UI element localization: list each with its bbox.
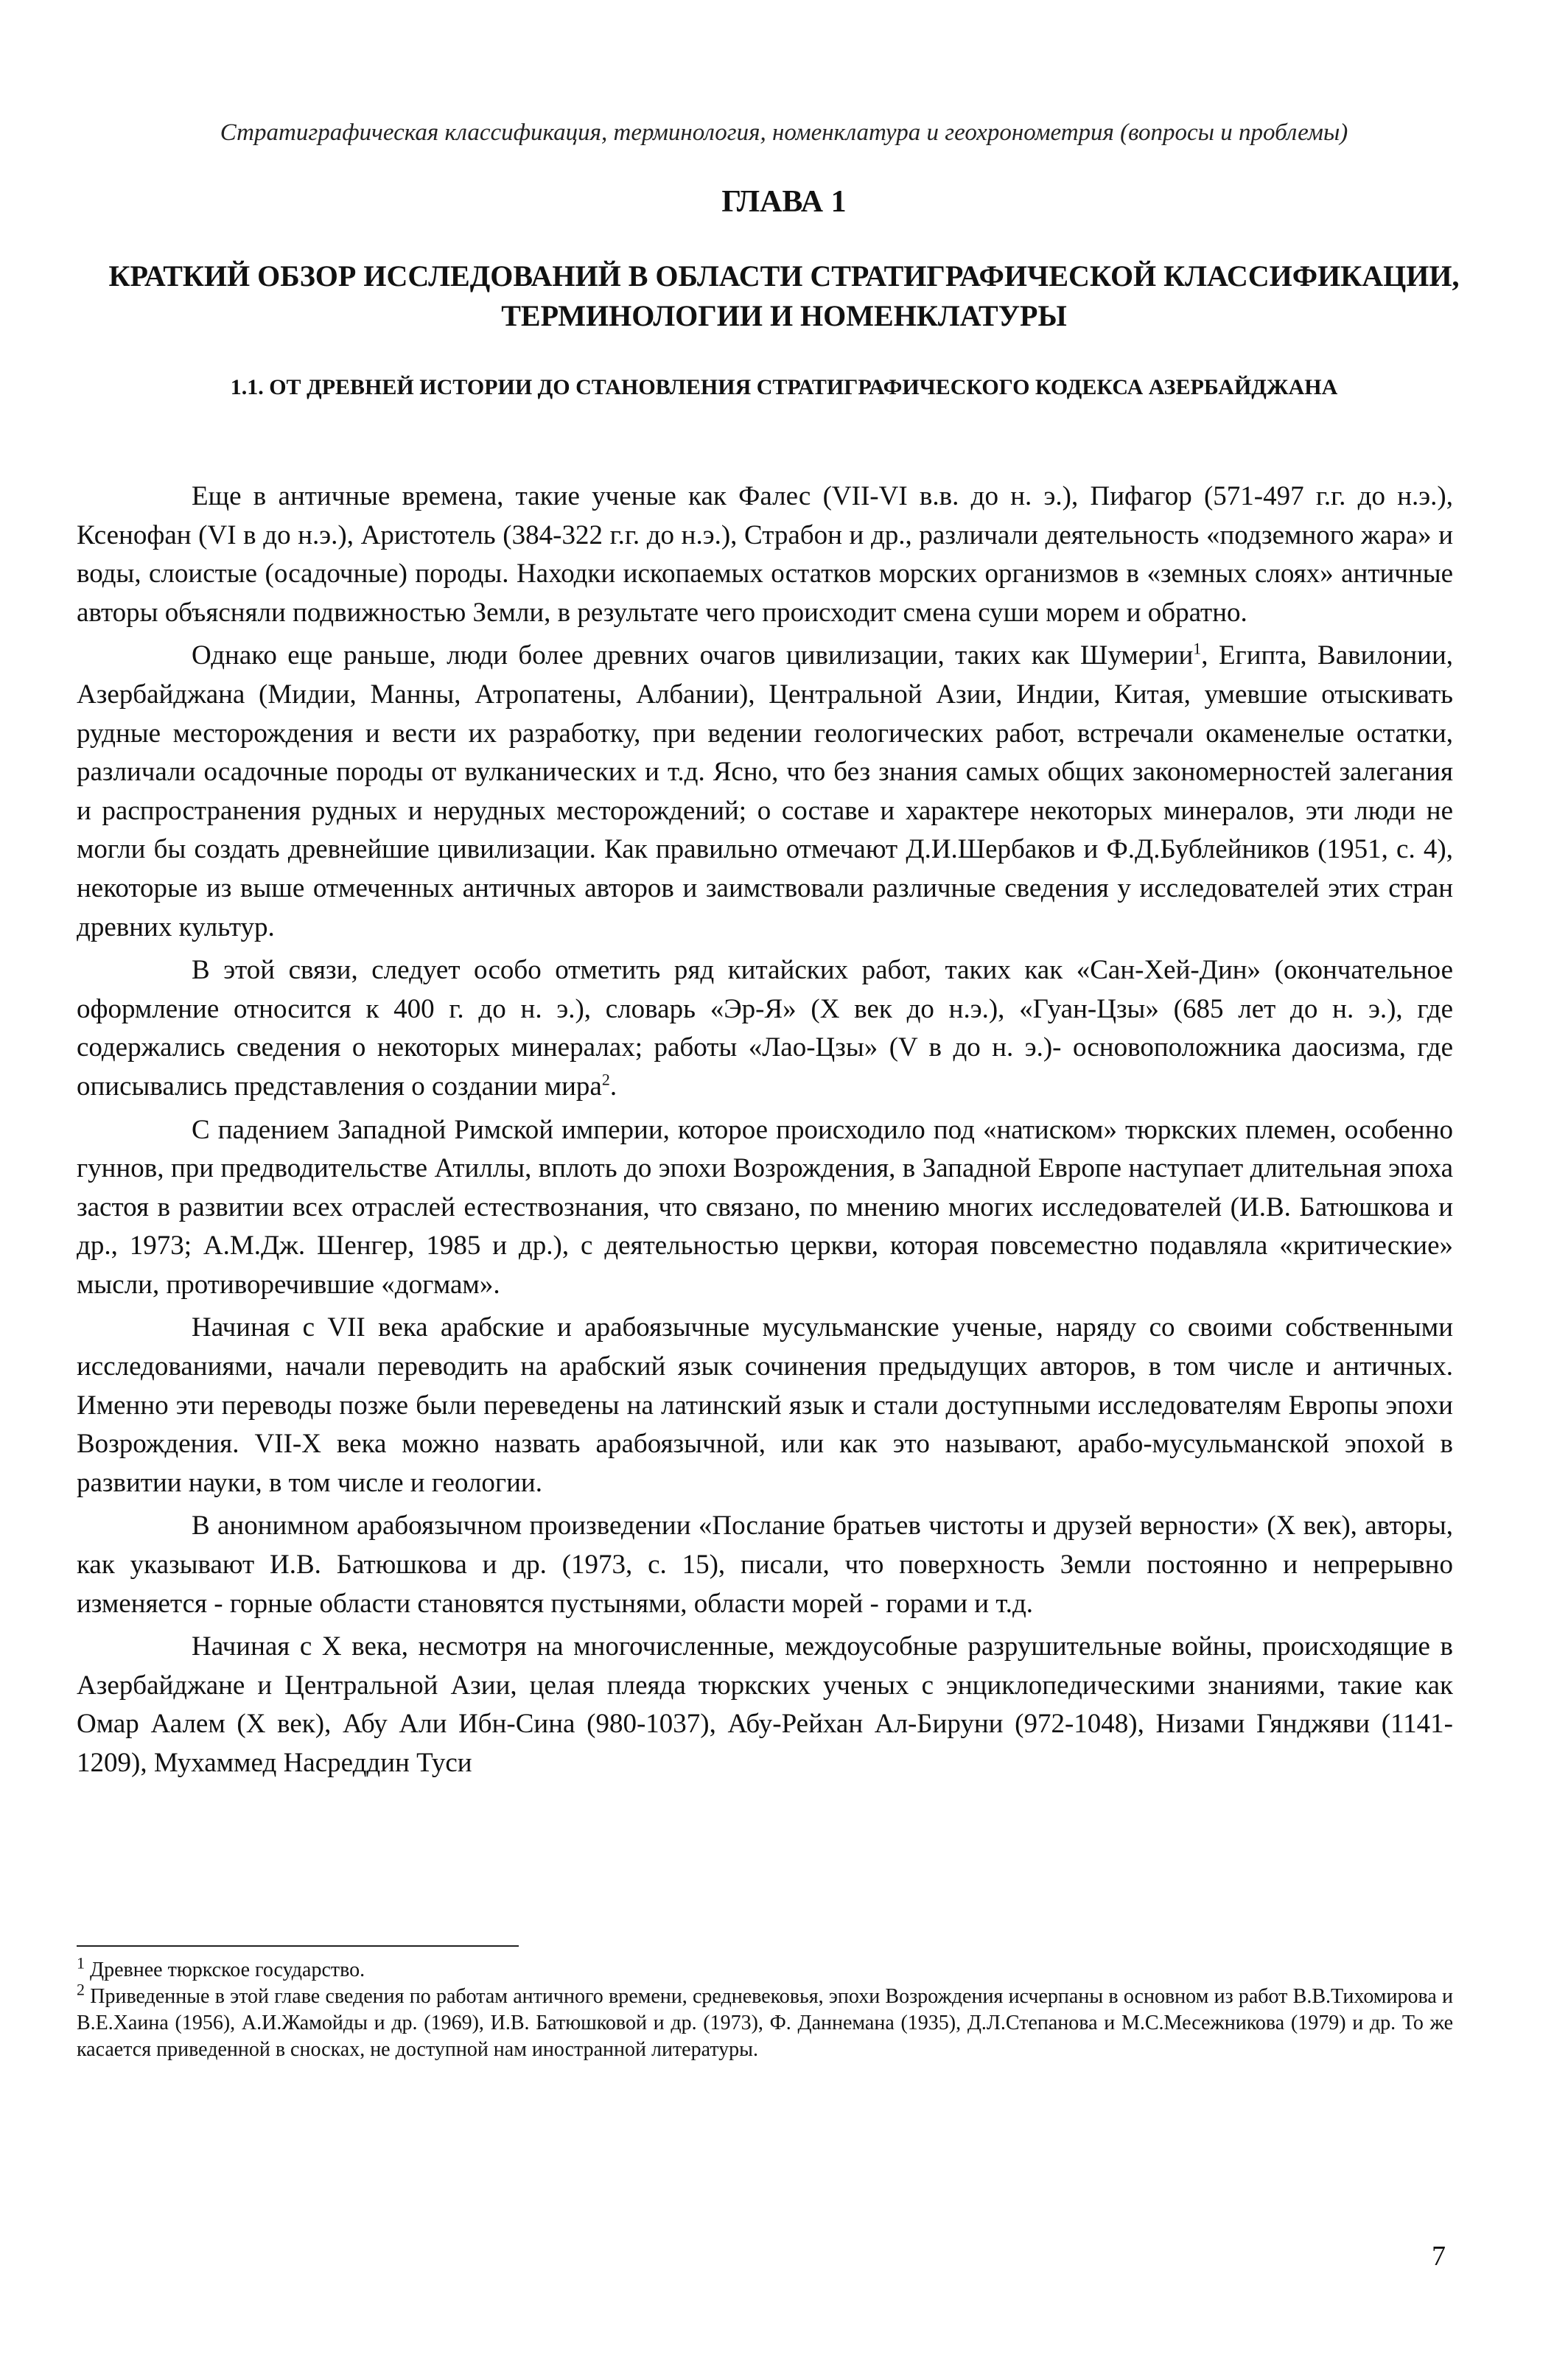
footnote-1 <box>77 1953 1453 1984</box>
paragraph-2-part-b: , Египта, Вавилонии, Азербайджана (Мидии, Манны, Атропатены, Албании), Центральной Азии, Индии, Китая, умевшие отыскивать рудные месторождения и вести их разработку, при ведении геологических работ, встречали окаменелые остатки, различали осадочные породы от вулканических и т.д. Ясно, что без знания самых общих закономерностей залегания и распространения рудных и нерудных месторождений; о составе и характере некоторых минералов, эти люди не могли бы создать древнейшие цивилизации. Как правильно отмечают Д.И.Шербаков и Ф.Д.Бублейников (1951, с. 4), некоторые из выше отмеченных античных авторов и заимствовали различные сведения у исследователей этих стран древних культур. <box>77 640 1453 942</box>
footnote-ref-2: 2 <box>601 1070 610 1089</box>
running-head: Стратиграфическая классификация, терминология, номенклатура и геохронометрия (вопросы и проблемы) <box>220 119 1348 146</box>
footnotes <box>77 1953 1454 2063</box>
footnote-ref-1: 1 <box>1193 640 1202 659</box>
chapter-title: ГЛАВА 1 <box>721 185 847 219</box>
paragraph-1: Еще в античные времена, такие ученые как Фалес (VII-VI в.в. до н. э.), Пифагор (571-497 г.г. до н.э.), Ксенофан (VI в до н.э.), Аристотель (384-322 г.г. до н.э.), Страбон и др., различали деятельность «подземного жара» и воды, слоистые (осадочные) породы. Находки ископаемых остатков морских организмов в «земных слоях» античные авторы объясняли подвижностью Земли, в результате чего происходит смена суши морем и обратно. <box>77 481 1453 628</box>
paragraph-6: В анонимном арабоязычном произведении «Послание братьев чистоты и друзей верности» (X век), авторы, как указывают И.В. Батюшкова и др. (1973, с. 15), писали, что поверхность Земли постоянно и непрерывно изменяется - горные области становятся пустынями, области морей - горами и т.д. <box>77 1511 1453 1619</box>
subsection-heading: 1.1. ОТ ДРЕВНЕЙ ИСТОРИИ ДО СТАНОВЛЕНИЯ СТРАТИГРАФИЧЕСКОГО КОДЕКСА АЗЕРБАЙДЖАНА <box>230 375 1338 399</box>
paragraph-2-part-a: Однако еще раньше, люди более древних очагов цивилизации, таких как Шумерии <box>192 640 1194 671</box>
page-number: 7 <box>1432 2241 1446 2272</box>
footnote-2 <box>77 1980 1454 2063</box>
paragraph-3 <box>77 951 1453 1106</box>
section-heading: КРАТКИЙ ОБЗОР ИССЛЕДОВАНИЙ В ОБЛАСТИ СТРАТИГРАФИЧЕСКОЙ КЛАССИФИКАЦИИ, ТЕРМИНОЛОГИИ И НОМЕНКЛАТУРЫ <box>108 259 1460 332</box>
footnote-mark: 1 <box>77 1953 85 1973</box>
body-text <box>77 477 1453 1788</box>
paragraph-4: С падением Западной Римской империи, которое происходило под «натиском» тюркских племен, особенно гуннов, при предводительстве Атиллы, вплоть до эпохи Возрождения, в Западной Европе наступает длительная эпоха застоя в развитии всех отраслей естествознания, что связано, по мнению многих исследователей (И.В. Батюшкова и др., 1973; А.М.Дж. Шенгер, 1985 и др.), с деятельностью церкви, которая повсеместно подавляла «критические» мысли, противоречившие «догмам». <box>77 1114 1453 1300</box>
footnote-mark: 2 <box>77 1980 85 1999</box>
footnote-text: Древнее тюркское государство. <box>90 1959 365 1981</box>
paragraph-3-part-a: В этой связи, следует особо отметить ряд китайских работ, таких как «Сан-Хей-Дин» (окончательное оформление относится к 400 г. до н. э.), словарь «Эр-Я» (X век до н.э.), «Гуан-Цзы» (685 лет до н. э.), где содержались сведения о некоторых минералах; работы «Лао-Цзы» (V в до н. э.)- основоположника даосизма, где описывались представления о создании мира <box>77 955 1453 1102</box>
paragraph-2 <box>77 637 1453 947</box>
footnote-divider <box>77 1945 519 1947</box>
footnote-text: Приведенные в этой главе сведения по работам античного времени, средневековья, эпохи Возрождения исчерпаны в основном из работ В.В.Тихомирова и В.Е.Хаина (1956), А.И.Жамойды и др. (1969), И.В. Батюшковой и др. (1973), Ф. Даннемана (1935), Д.Л.Степанова и М.С.Месежникова (1979) и др. То же касается приведенной в сносках, не доступной нам иностранной литературы. <box>77 1985 1454 2061</box>
paragraph-3-part-b: . <box>609 1071 617 1102</box>
paragraph-5: Начиная с VII века арабские и арабоязычные мусульманские ученые, наряду со своими собственными исследованиями, начали переводить на арабский язык сочинения предыдущих авторов, в том числе и античных. Именно эти переводы позже были переведены на латинский язык и стали доступными исследователям Европы эпохи Возрождения. VII-X века можно назвать арабоязычной, или как это называют, арабо-мусульманской эпохой в развитии науки, в том числе и геологии. <box>77 1312 1453 1498</box>
paragraph-7: Начиная с X века, несмотря на многочисленные, междоусобные разрушительные войны, происходящие в Азербайджане и Центральной Азии, целая плеяда тюркских ученых с энциклопедическими знаниями, такие как Омар Аалем (X век), Абу Али Ибн-Сина (980-1037), Абу-Рейхан Ал-Бируни (972-1048), Низами Гянджяви (1141-1209), Мухаммед Насреддин Туси <box>77 1631 1453 1778</box>
